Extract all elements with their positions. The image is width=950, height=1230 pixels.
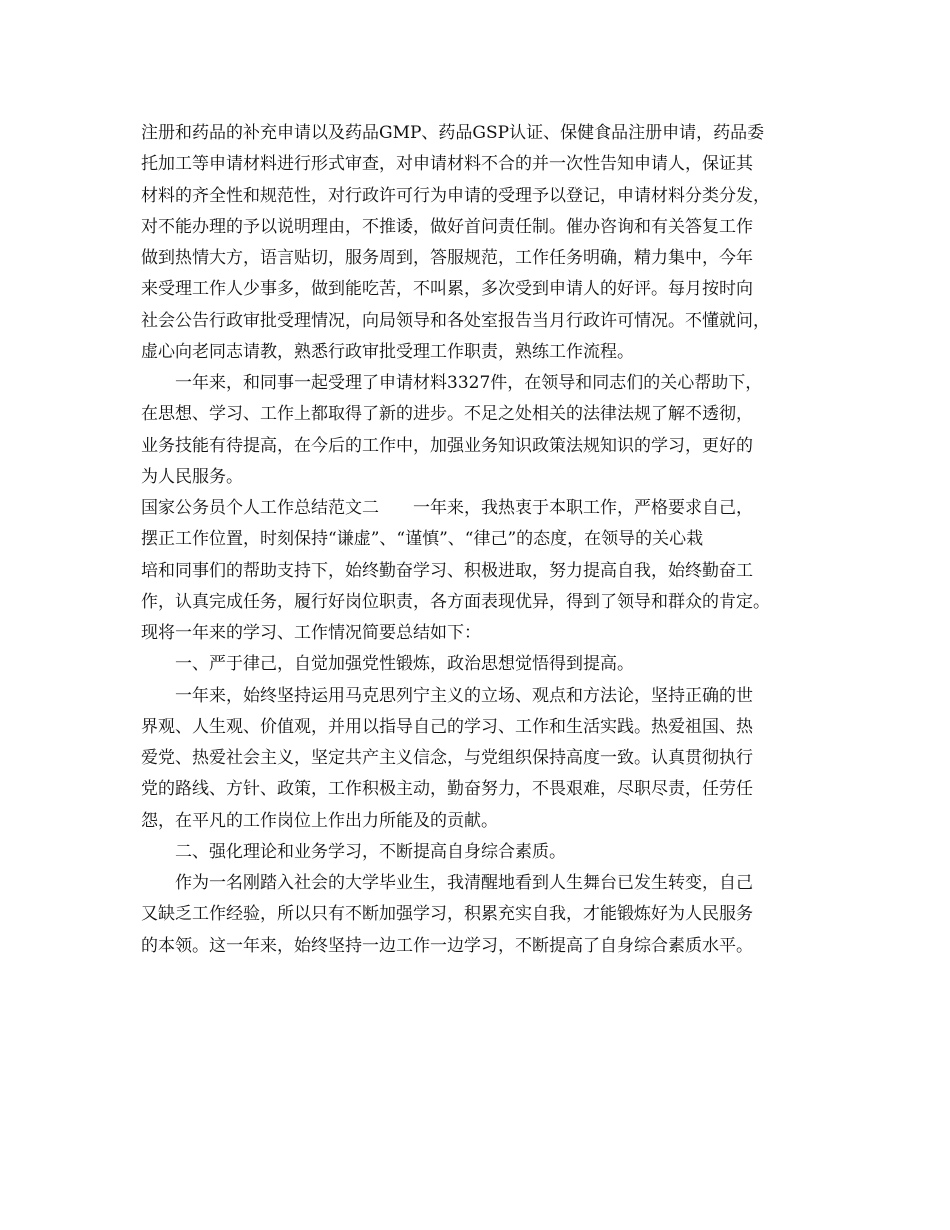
text-line: 党的路线、方针、政策，工作积极主动，勤奋努力，不畏艰难，尽职尽责，任劳任 — [141, 779, 753, 800]
text-line: 现将一年来的学习、工作情况简要总结如下： — [141, 623, 481, 643]
text-line: 界观、人生观、价值观，并用以指导自己的学习、工作和生活实践。热爱祖国、热 — [141, 716, 753, 737]
document-body — [141, 118, 821, 962]
text-line: 社会公告行政审批受理情况，向局领导和各处室报告当月行政许可情况。不懂就问， — [141, 310, 770, 331]
text-line: 一、严于律己，自觉加强党性锻炼，政治思想觉悟得到提高。 — [141, 654, 634, 675]
text-line: 注册和药品的补充申请以及药品GMP、药品GSP认证、保健食品注册申请，药品委 — [141, 123, 765, 143]
text-line: 一年来，和同事一起受理了申请材料3327件，在领导和同志们的关心帮助下， — [141, 373, 763, 393]
text-line: 为人民服务。 — [141, 466, 243, 487]
text-line: 爱党、热爱社会主义，坚定共产主义信念，与党组织保持高度一致。认真贯彻执行 — [141, 748, 753, 768]
text-line: 一年来，始终坚持运用马克思列宁主义的立场、观点和方法论，坚持正确的世 — [141, 685, 753, 706]
text-line: 对不能办理的予以说明理由，不推诿，做好首问责任制。催办咨询和有关答复工作 — [141, 216, 753, 237]
text-line: 的本领。这一年来，始终坚持一边工作一边学习，不断提高了自身综合素质水平。 — [141, 935, 753, 956]
text-line: 作为一名刚踏入社会的大学毕业生，我清醒地看到人生舞台已发生转变，自己 — [141, 873, 753, 893]
text-line: 作，认真完成任务，履行好岗位职责，各方面表现优异，得到了领导和群众的肯定。 — [141, 591, 770, 612]
text-line: 来受理工作人少事多，做到能吃苦，不叫累，多次受到申请人的好评。每月按时向 — [141, 279, 753, 300]
text-line: 又缺乏工作经验，所以只有不断加强学习，积累充实自我，才能锻炼好为人民服务 — [141, 904, 753, 925]
text-line: 培和同事们的帮助支持下，始终勤奋学习、积极进取，努力提高自我，始终勤奋工 — [141, 560, 753, 581]
text-line: 在思想、学习、工作上都取得了新的进步。不足之处相关的法律法规了解不透彻， — [141, 404, 753, 425]
text-line: 托加工等申请材料进行形式审查，对申请材料不合的并一次性告知申请人，保证其 — [141, 154, 753, 175]
text-line: 材料的齐全性和规范性，对行政许可行为申请的受理予以登记，申请材料分类分发， — [141, 185, 770, 206]
text-line: 国家公务员个人工作总结范文二 一年来，我热衷于本职工作，严格要求自己， — [141, 498, 753, 518]
text-line: 做到热情大方，语言贴切，服务周到，答服规范，工作任务明确，精力集中，今年 — [141, 248, 753, 268]
text-line: 业务技能有待提高，在今后的工作中，加强业务知识政策法规知识的学习，更好的 — [141, 435, 753, 456]
text-line: 二、强化理论和业务学习，不断提高自身综合素质。 — [141, 841, 566, 862]
text-line: 虚心向老同志请教，熟悉行政审批受理工作职责，熟练工作流程。 — [141, 341, 634, 362]
text-line: 怨，在平凡的工作岗位上作出力所能及的贡献。 — [141, 810, 498, 831]
text-line: 摆正工作位置，时刻保持“谦虚”、“谨慎”、“律己”的态度，在领导的关心栽 — [141, 529, 704, 550]
